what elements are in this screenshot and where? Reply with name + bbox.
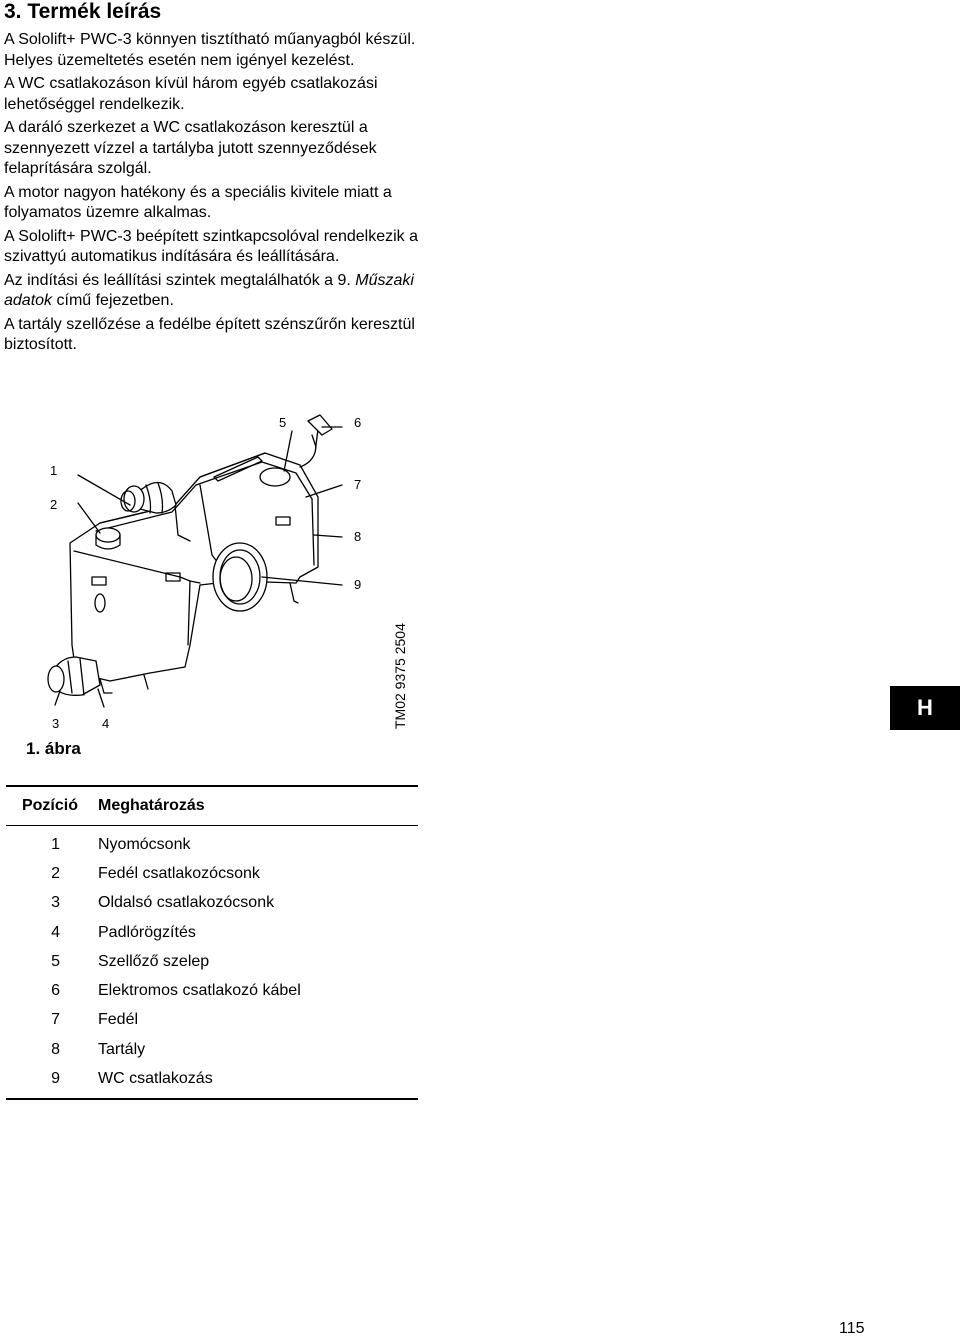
position-table bbox=[6, 785, 418, 1100]
paragraph: A Sololift+ PWC-3 beépített szintkapcsolóval rendelkezik a szivattyú automatikus indítására és leállítására. bbox=[4, 227, 418, 265]
callout-2: 2 bbox=[50, 497, 58, 512]
description-cell: Fedél bbox=[98, 1011, 139, 1029]
table-row bbox=[6, 1064, 418, 1098]
position-cell: 5 bbox=[51, 952, 60, 970]
description-cell: Tartály bbox=[98, 1040, 146, 1058]
description-cell: WC csatlakozás bbox=[98, 1070, 213, 1088]
description-cell: Elektromos csatlakozó kábel bbox=[98, 982, 301, 1000]
chapter-reference: Műszaki adatok bbox=[4, 271, 414, 309]
paragraph: A daráló szerkezet a WC csatlakozáson keresztül a szennyezett vízzel a tartályba jutott szennyeződések felaprítására szolgál. bbox=[4, 119, 377, 177]
paragraph: A tartály szellőzése a fedélbe épített szénszűrőn keresztül biztosított. bbox=[4, 315, 415, 353]
callout-6: 6 bbox=[354, 415, 362, 430]
table-header-row bbox=[6, 786, 418, 826]
callout-4: 4 bbox=[102, 716, 110, 731]
position-cell: 3 bbox=[51, 894, 60, 912]
position-cell: 8 bbox=[51, 1040, 60, 1058]
reference-text-before: Az indítási és leállítási szintek megtalálhatók a 9. bbox=[4, 271, 356, 289]
table-row bbox=[6, 947, 418, 976]
callout-3: 3 bbox=[52, 716, 60, 731]
paragraph: A motor nagyon hatékony és a speciális kivitele miatt a folyamatos üzemre alkalmas. bbox=[4, 183, 392, 221]
table-row bbox=[6, 826, 418, 860]
language-tab: H bbox=[890, 686, 960, 730]
description-cell: Oldalsó csatlakozócsonk bbox=[98, 894, 275, 912]
page-number: 115 bbox=[839, 1320, 865, 1337]
position-cell: 7 bbox=[51, 1011, 60, 1029]
position-cell: 9 bbox=[51, 1070, 60, 1088]
table-row bbox=[6, 889, 418, 918]
callout-8: 8 bbox=[354, 529, 362, 544]
figure-caption: 1. ábra bbox=[26, 739, 81, 758]
table-row bbox=[6, 976, 418, 1005]
pump-drawing bbox=[0, 405, 440, 745]
description-cell: Fedél csatlakozócsonk bbox=[98, 864, 260, 882]
position-cell: 2 bbox=[51, 864, 60, 882]
description-text bbox=[4, 30, 424, 359]
drawing-code: TM02 9375 2504 bbox=[392, 623, 408, 729]
description-cell: Szellőző szelep bbox=[98, 952, 210, 970]
paragraph: A Sololift+ PWC-3 könnyen tisztítható műanyagból készül. Helyes üzemeltetés esetén nem igényel kezelést. bbox=[4, 31, 416, 69]
reference-text-after: című fejezetben. bbox=[52, 292, 174, 309]
paragraph-with-reference bbox=[4, 271, 424, 312]
callout-9: 9 bbox=[354, 577, 362, 592]
description-cell: Nyomócsonk bbox=[98, 835, 191, 853]
table-row bbox=[6, 1035, 418, 1064]
table-row bbox=[6, 859, 418, 888]
description-cell: Padlórögzítés bbox=[98, 923, 196, 941]
section-title: 3. Termék leírás bbox=[4, 0, 162, 23]
column-header-position: Pozíció bbox=[6, 786, 98, 826]
position-cell: 1 bbox=[51, 835, 60, 853]
position-cell: 4 bbox=[51, 923, 60, 941]
callout-7: 7 bbox=[354, 477, 362, 492]
electric-cable bbox=[300, 429, 318, 467]
table-row bbox=[6, 918, 418, 947]
callout-1: 1 bbox=[50, 463, 58, 478]
position-cell: 6 bbox=[51, 982, 60, 1000]
callout-5: 5 bbox=[279, 415, 287, 430]
table-row bbox=[6, 1006, 418, 1035]
column-header-description: Meghatározás bbox=[98, 786, 418, 826]
paragraph: A WC csatlakozáson kívül három egyéb csatlakozási lehetőséggel rendelkezik. bbox=[4, 75, 378, 113]
product-figure bbox=[0, 405, 440, 745]
vent-valve bbox=[260, 468, 290, 486]
